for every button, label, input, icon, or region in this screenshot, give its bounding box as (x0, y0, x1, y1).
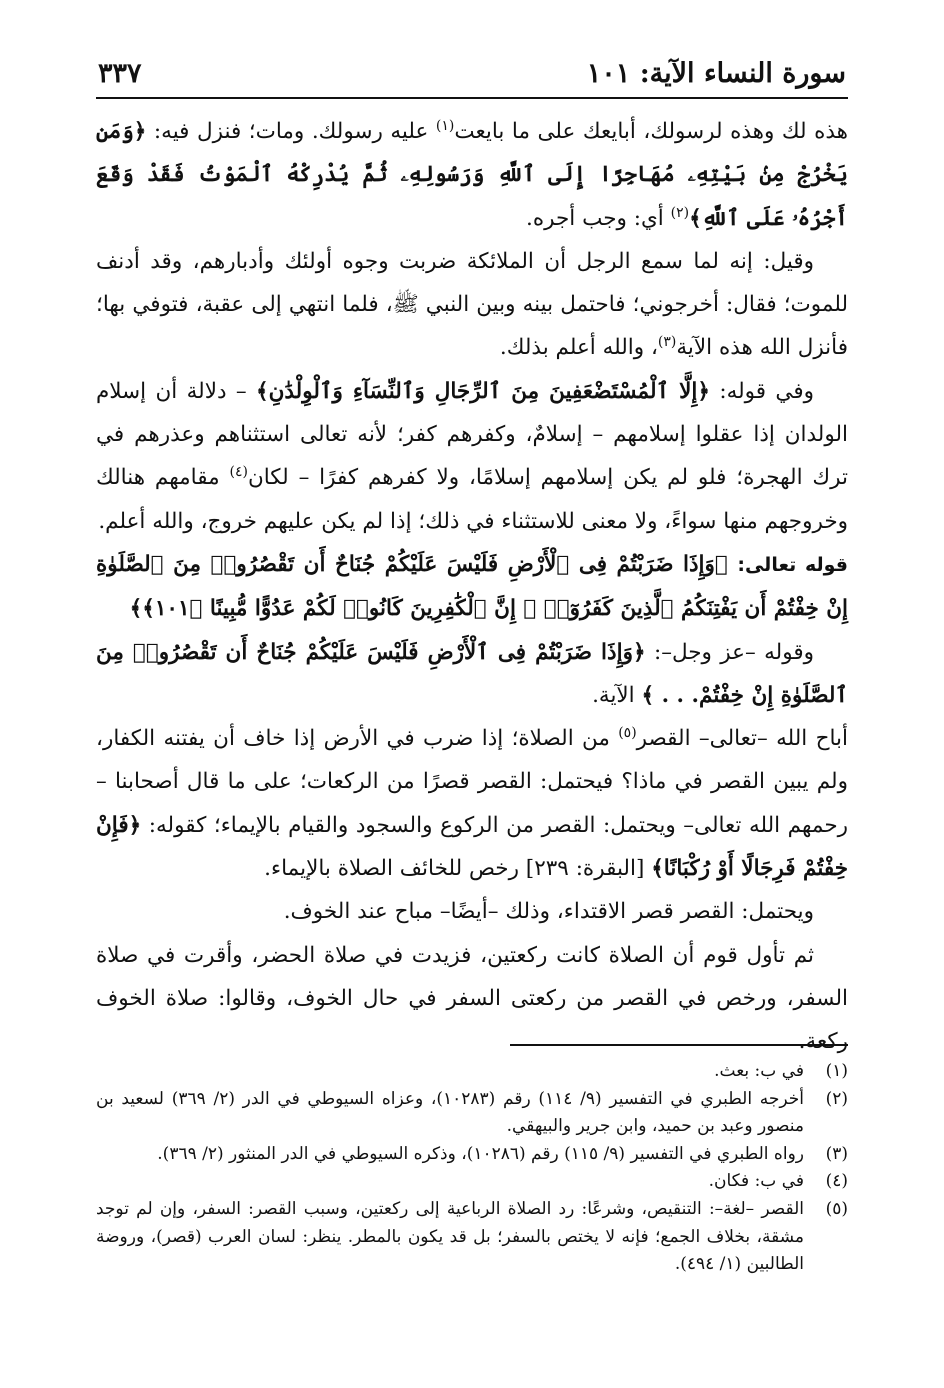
paragraph-1 (96, 110, 848, 240)
text-run: ، والله أعلم بذلك. (499, 335, 658, 361)
quran-quote: ﴿وَمَن يَخْرُجْ مِنۢ بَيْتِهِۦ مُهَاجِرًا إِلَى ٱللَّهِ وَرَسُولِهِۦ ثُمَّ يُدْرِكْهُ ٱلْمَوْتُ فَقَدْ وَقَعَ أَجْرُهُۥ عَلَى ٱللَّهِ﴾ (96, 119, 848, 231)
quran-quote: ﴿إِلَّا ٱلْمُسْتَضْعَفِينَ مِنَ ٱلرِّجَالِ وَٱلنِّسَآءِ وَٱلْوِلْدَٰنِ﴾ (256, 378, 710, 404)
footnote-ref-1[interactable]: (١) (435, 117, 455, 134)
footnote-text: رواه الطبري في التفسير (٩/ ١١٥) رقم (١٠٢٨٦)، وذكره السيوطي في الدر المنثور (٢/ ٣٦٩). (157, 1143, 804, 1164)
verse-heading (96, 543, 848, 631)
paragraph-7: ثم تأول قوم أن الصلاة كانت ركعتين، فزيدت في صلاة الحضر، وأقرت في صلاة السفر، ورخص في القصر من ركعتى السفر في حال الخوف، وقالوا: صلاة الخوف ركعة. (96, 942, 848, 1055)
paragraph-3 (96, 370, 848, 543)
paragraph-5 (96, 717, 848, 890)
paragraph-6: ويحتمل: القصر قصر الاقتداء، وذلك –أيضًا– مباح عند الخوف. (283, 899, 814, 925)
running-title: سورة النساء الآية: ١٠١ (586, 57, 846, 89)
footnote-number: (٢) (825, 1088, 848, 1109)
header-divider (96, 97, 848, 99)
paragraph-4 (96, 631, 848, 718)
footnote-ref-4[interactable]: (٤) (229, 464, 248, 481)
footnote-number: (٤) (825, 1171, 848, 1192)
footnote-text: في ب: بعث. (714, 1061, 804, 1081)
footnote-number: (١) (825, 1061, 848, 1081)
footnotes (96, 1058, 848, 1279)
verse-label: قوله تعالى: (737, 553, 848, 576)
footnote-text: أخرجه الطبري في التفسير (٩/ ١١٤) رقم (١٠٢٨٣)، وعزاه السيوطي في الدر (٢/ ٣٦٩) لسعيد بن منصور وعبد بن حميد، وابن جرير والبيهقي. (96, 1088, 804, 1137)
text-run: وفي قوله: (709, 378, 814, 404)
text-run: من الصلاة؛ إذا ضرب في الأرض إذا خاف أن يفتنه الكفار، ولم يبين القصر في ماذا؟ فيحتمل: القصر قصرًا من الركعات؛ على ما قال أصحابنا –رحمهم الله تعالى– ويحتمل: القصر من الركوع والسجود والقيام بالإيماء؛ كقوله: (96, 726, 848, 838)
paragraph-2 (96, 240, 848, 370)
footnote-ref-5[interactable]: (٥) (618, 725, 637, 741)
text-run: هذه لك وهذه لرسولك، أبايعك على ما بايعت (454, 119, 848, 144)
text-run: وقيل: إنه لما سمع الرجل أن الملائكة ضربت وجوه أولئك وأدبارهم، وقد أدنف للموت؛ فقال: أخرجوني؛ فاحتمل بينه وبين النبي ﷺ، فلما انتهي إلى عقبة، فتوفي بها؛ فأنزل الله هذه الآية (96, 248, 848, 361)
verse-text: ﴿وَإِذَا ضَرَبْتُمْ فِى ٱلْأَرْضِ فَلَيْسَ عَلَيْكُمْ جُنَاحٌ أَن تَقْصُرُوا۟ مِنَ ٱلصَّلَوٰةِ إِنْ خِفْتُمْ أَن يَفْتِنَكُمُ ٱلَّذِينَ كَفَرُوٓا۟ ۚ إِنَّ ٱلْكَٰفِرِينَ كَانُوا۟ لَكُمْ عَدُوًّا مُّبِينًا ﴿١٠١﴾﴾ (96, 551, 848, 622)
footnote-3 (96, 1141, 848, 1169)
text-run: أباح الله –تعالى– القصر (636, 726, 848, 752)
footnote-number: (٥) (825, 1198, 848, 1219)
footnote-text: القصر –لغة–: التنقيص، وشرعًا: رد الصلاة الرباعية إلى ركعتين، وسبب القصر: السفر، وإن لم توجد مشقة، بخلاف الجمع؛ فإنه لا يختص بالسفر؛ بل قد يكون بالمطر. ينظر: لسان العرب (قصر)، وروضة الطالبين (١/ ٤٩٤). (96, 1198, 804, 1275)
footnote-text: في ب: فكان. (708, 1171, 804, 1192)
footnote-ref-2[interactable]: (٢) (670, 204, 690, 221)
footnote-5 (96, 1196, 848, 1279)
footnote-1 (96, 1058, 848, 1086)
footnote-number: (٣) (825, 1143, 848, 1164)
text-run: [البقرة: ٢٣٩] رخص للخائف الصلاة بالإيماء. (264, 856, 652, 882)
text-run: الآية. (592, 682, 642, 708)
text-run: أي: وجب أجره. (526, 205, 671, 231)
text-run: – دلالة أن إسلام الولدان إذا عقلوا إسلامهم – إسلامٌ، وكفرهم كفر؛ لأنه تعالى استثناهم وعذرهم في ترك الهجرة؛ فلو لم يكن إسلامهم إسلامًا، ولا كفرهم كفرًا – لكان (96, 378, 848, 491)
footnote-2 (96, 1086, 848, 1141)
text-run: وقوله –عز وجل–: (645, 639, 814, 665)
main-text (96, 110, 848, 1064)
quran-quote: ﴿وَإِذَا ضَرَبْتُمْ فِى ٱلْأَرْضِ فَلَيْسَ عَلَيْكُمْ جُنَاحٌ أَن تَقْصُرُوا۟ مِنَ ٱلصَّلَوٰةِ إِنْ خِفْتُمْ. . . ﴾ (96, 639, 848, 708)
footnote-4 (96, 1168, 848, 1196)
quran-quote: ﴿فَإِنْ خِفْتُمْ فَرِجَالًا أَوْ رُكْبَانًا﴾ (96, 812, 848, 882)
footnote-ref-3[interactable]: (٣) (657, 334, 677, 351)
footnote-divider (510, 1044, 848, 1046)
page-number: ٣٣٧ (98, 57, 142, 89)
text-run: عليه رسولك. ومات؛ فنزل فيه: (146, 119, 436, 144)
page-header (98, 50, 846, 96)
text-run: مقامهم هنالك وخروجهم منها سواءً، ولا معنى للاستثناء في ذلك؛ إذا لم يكن عليهم خروج، والله أعلم. (96, 465, 848, 534)
